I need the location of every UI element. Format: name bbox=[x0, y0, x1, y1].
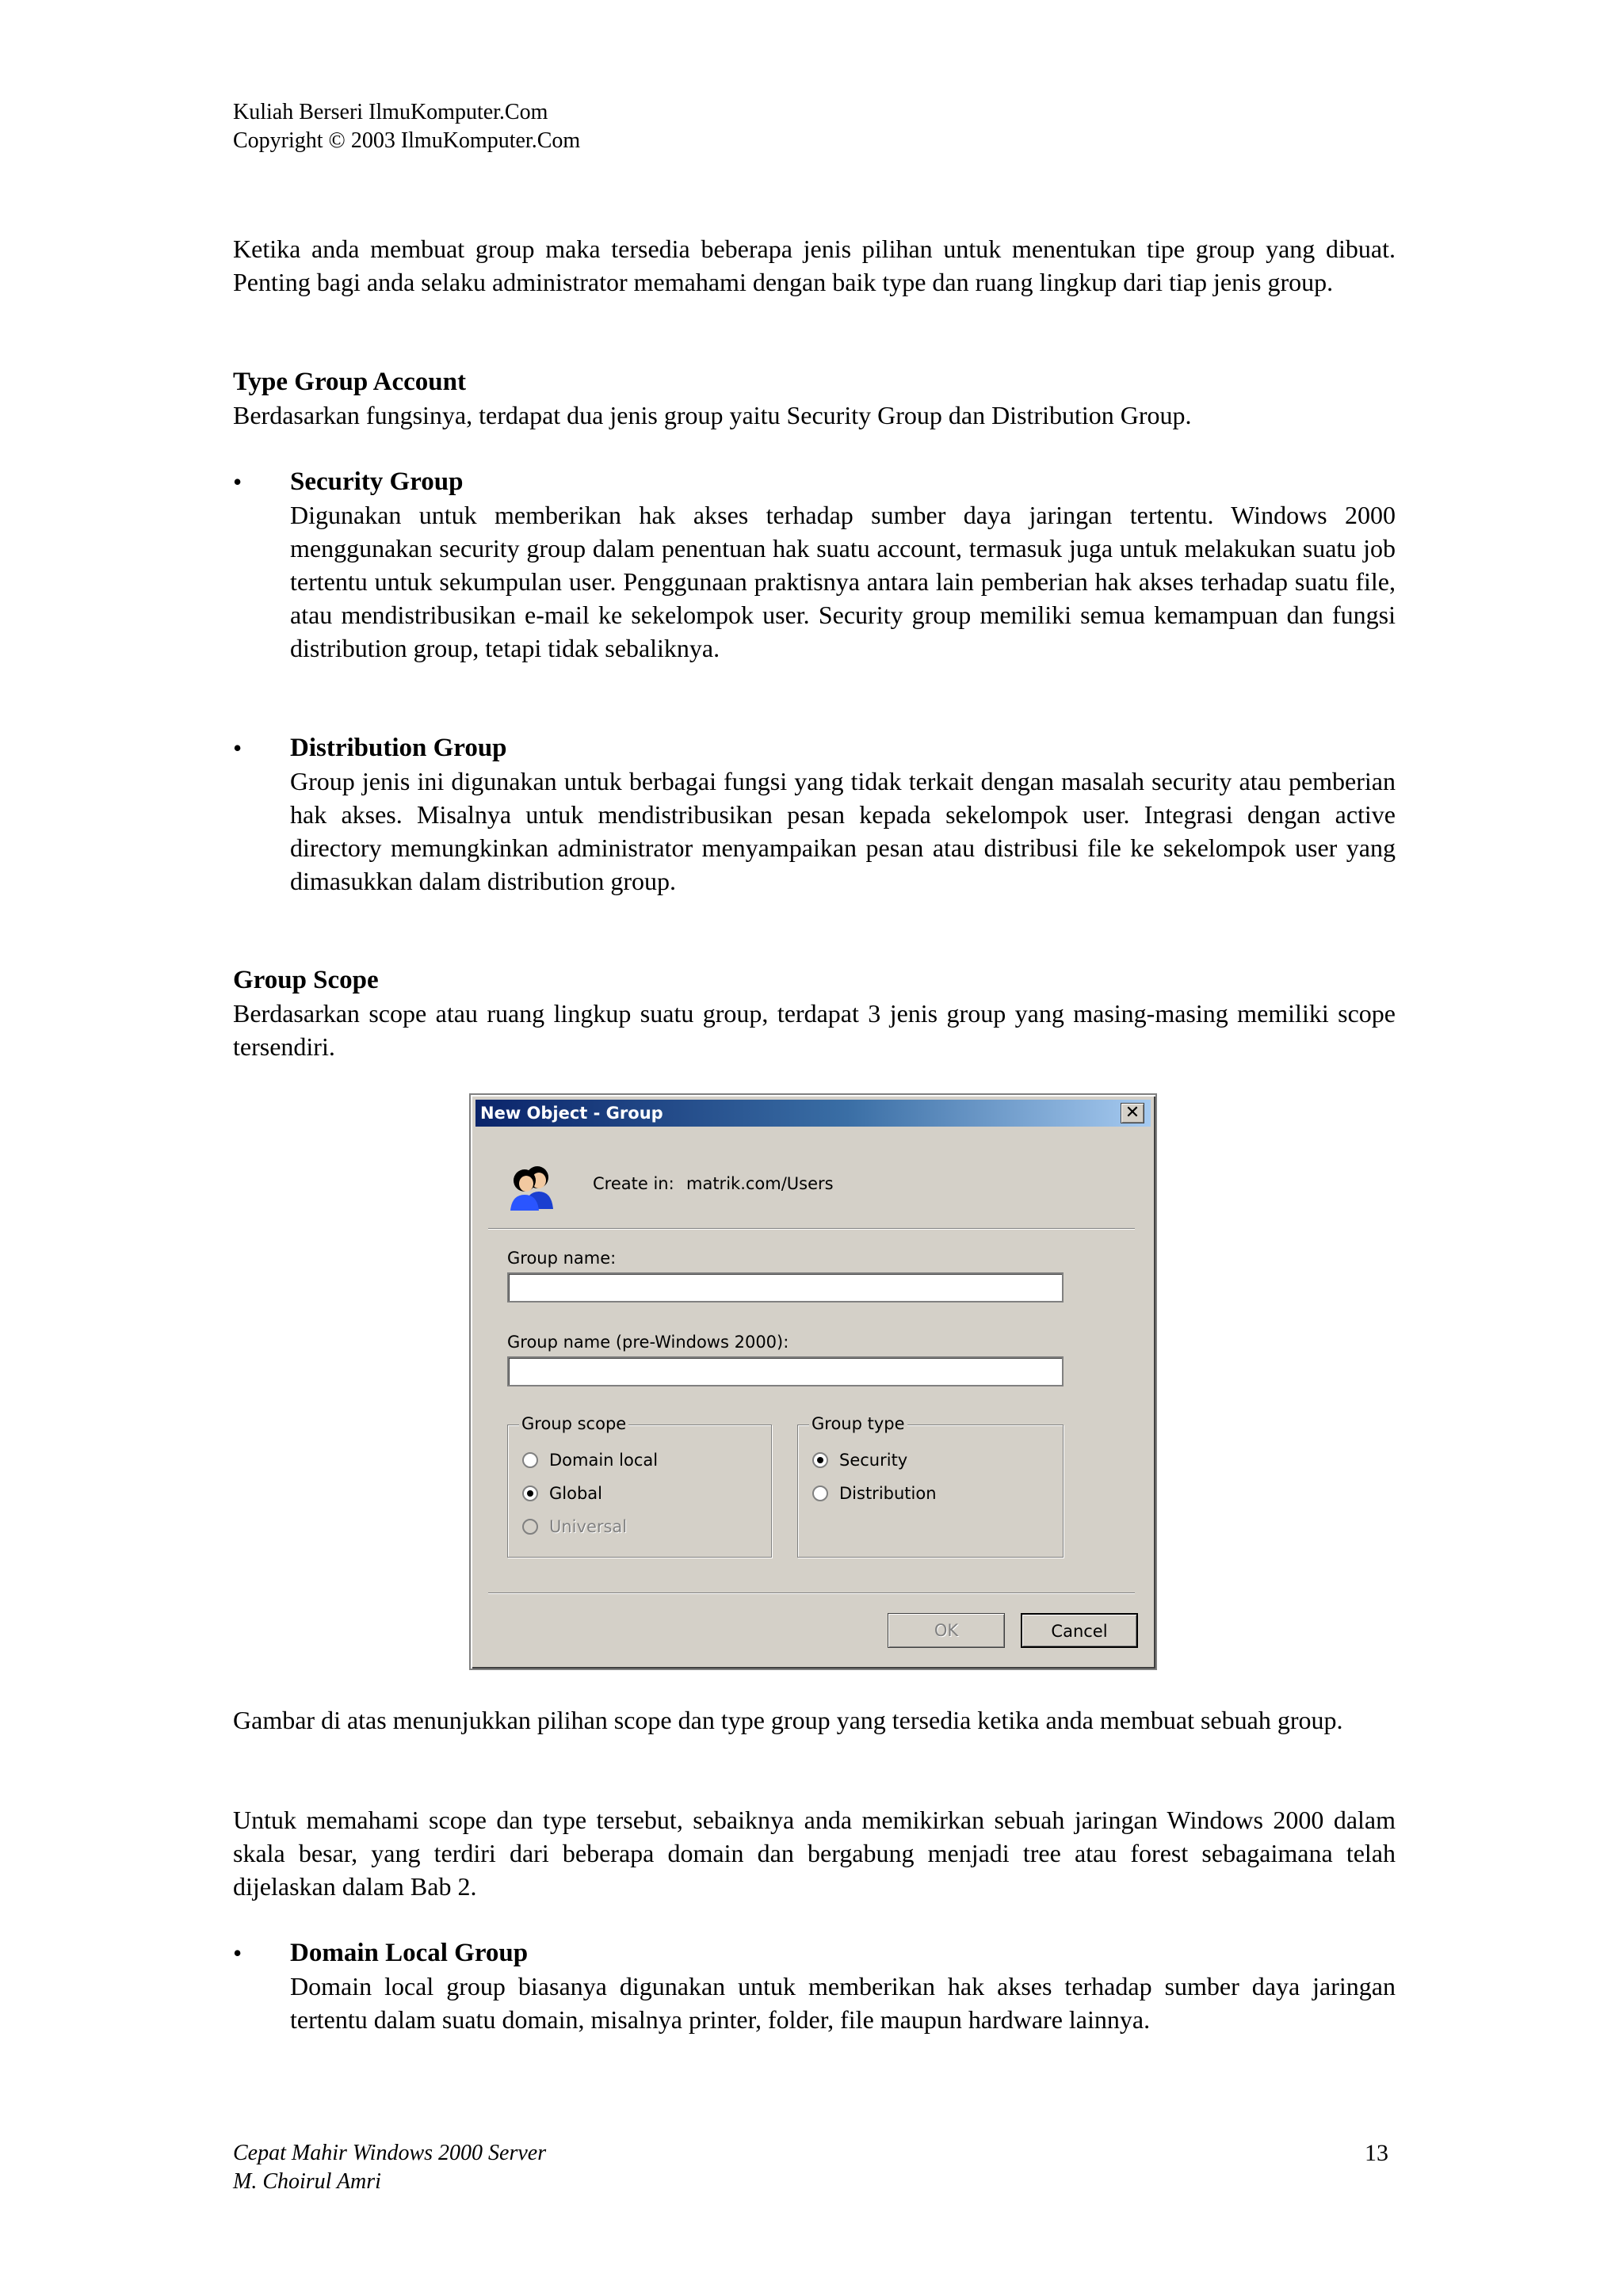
footer-line-2: M. Choirul Amri bbox=[233, 2169, 381, 2194]
radio-label: Universal bbox=[549, 1517, 628, 1536]
create-in-value: matrik.com/Users bbox=[686, 1174, 834, 1193]
radio-button[interactable] bbox=[522, 1486, 538, 1501]
group-name-label: Group name: bbox=[507, 1249, 617, 1268]
close-button[interactable]: ✕ bbox=[1121, 1103, 1144, 1123]
group-scope-heading: Group Scope bbox=[233, 966, 379, 994]
radio-label: Global bbox=[549, 1484, 602, 1503]
bullet-symbol: • bbox=[233, 467, 242, 496]
group-icon bbox=[507, 1160, 558, 1211]
type-group-text: Berdasarkan fungsinya, terdapat dua jenis group yaitu Security Group dan Distribution Group. bbox=[233, 401, 1192, 429]
separator-bottom bbox=[488, 1592, 1135, 1594]
domain-local-text: Domain local group biasanya digunakan untuk memberikan hak akses terhadap sumber daya jaringan tertentu dalam suatu domain, misalnya printer, folder, file maupun hardware lainnya. bbox=[290, 1972, 1396, 2034]
bullet-content bbox=[290, 465, 1396, 665]
ok-button[interactable]: OK bbox=[888, 1613, 1005, 1648]
dialog-title: New Object - Group bbox=[480, 1104, 663, 1123]
intro-paragraph bbox=[233, 232, 1396, 299]
page-footer bbox=[233, 2139, 546, 2196]
group-name-pre2000-label: Group name (pre-Windows 2000): bbox=[507, 1333, 789, 1352]
security-group-text: Digunakan untuk memberikan hak akses terhadap sumber daya jaringan tertentu. Windows 2000 menggunakan security group dalam penentuan hak suatu account, termasuk juga untuk melakukan suatu job tertentu untuk sekumpulan user. Penggunaan praktisnya antara lain pemberian hak akses terhadap suatu file, atau mendistribusikan e-mail ke sekelompok user. Security group memiliki semua kemampuan dan fungsi distribution group, tetapi tidak sebaliknya. bbox=[290, 501, 1396, 662]
group-name-pre2000-input[interactable] bbox=[507, 1356, 1064, 1386]
understanding-text: Untuk memahami scope dan type tersebut, sebaiknya anda memikirkan sebuah jaringan Windows 2000 dalam skala besar, yang terdiri dari beberapa domain dan bergabung menjadi tree atau forest sebagaimana telah dijelaskan dalam Bab 2. bbox=[233, 1806, 1396, 1901]
understanding-paragraph bbox=[233, 1803, 1396, 1903]
page-header bbox=[233, 98, 580, 155]
create-in-label: Create in: bbox=[593, 1174, 674, 1193]
header-line-1: Kuliah Berseri IlmuKomputer.Com bbox=[233, 100, 548, 124]
group-scope-box bbox=[507, 1414, 772, 1558]
distribution-group-text: Group jenis ini digunakan untuk berbagai fungsi yang tidak terkait dengan masalah security atau pemberian hak akses. Misalnya untuk mendistribusikan pesan kepada sekelompok user. Integrasi dengan active directory memungkinkan administrator menyampaikan pesan atau distribusi file ke sekelompok user yang dimasukkan dalam distribution group. bbox=[290, 767, 1396, 895]
group-scope-text: Berdasarkan scope atau ruang lingkup suatu group, terdapat 3 jenis group yang masing-masing memiliki scope tersendiri. bbox=[233, 999, 1396, 1061]
radio-label: Distribution bbox=[839, 1484, 937, 1503]
group-scope-paragraph bbox=[233, 997, 1396, 1063]
group-scope-legend: Group scope bbox=[519, 1414, 628, 1433]
radio-button[interactable] bbox=[522, 1452, 538, 1468]
new-object-group-dialog bbox=[469, 1093, 1157, 1670]
group-type-box bbox=[797, 1414, 1064, 1558]
after-figure-text: Gambar di atas menunjukkan pilihan scope dan type group yang tersedia ketika anda membuat sebuah group. bbox=[233, 1706, 1343, 1734]
group-name-input[interactable] bbox=[507, 1272, 1064, 1302]
radio-button[interactable] bbox=[812, 1486, 828, 1501]
bullet-content bbox=[290, 1936, 1396, 2036]
bullet-symbol: • bbox=[233, 734, 242, 762]
domain-local-title: Domain Local Group bbox=[290, 1939, 529, 1967]
header-line-2: Copyright © 2003 IlmuKomputer.Com bbox=[233, 128, 581, 153]
radio-label: Domain local bbox=[549, 1451, 659, 1470]
cancel-button[interactable]: Cancel bbox=[1021, 1613, 1138, 1648]
intro-text: Ketika anda membuat group maka tersedia beberapa jenis pilihan untuk menentukan tipe group yang dibuat. Penting bagi anda selaku administrator memahami dengan baik type dan ruang lingkup dari tiap jenis group. bbox=[233, 235, 1396, 296]
dialog-titlebar[interactable] bbox=[475, 1100, 1151, 1127]
separator-top bbox=[488, 1228, 1135, 1230]
type-group-heading: Type Group Account bbox=[233, 368, 466, 396]
bullet-symbol: • bbox=[233, 1939, 242, 1967]
after-figure-paragraph bbox=[233, 1703, 1396, 1737]
radio-label: Security bbox=[839, 1451, 908, 1470]
type-group-paragraph bbox=[233, 399, 1396, 432]
page-number: 13 bbox=[1365, 2140, 1388, 2166]
distribution-group-title: Distribution Group bbox=[290, 734, 507, 762]
security-group-title: Security Group bbox=[290, 467, 464, 496]
footer-line-1: Cepat Mahir Windows 2000 Server bbox=[233, 2141, 547, 2165]
radio-button[interactable] bbox=[812, 1452, 828, 1468]
bullet-content bbox=[290, 731, 1396, 898]
group-type-legend: Group type bbox=[809, 1414, 907, 1433]
radio-button bbox=[522, 1519, 538, 1535]
